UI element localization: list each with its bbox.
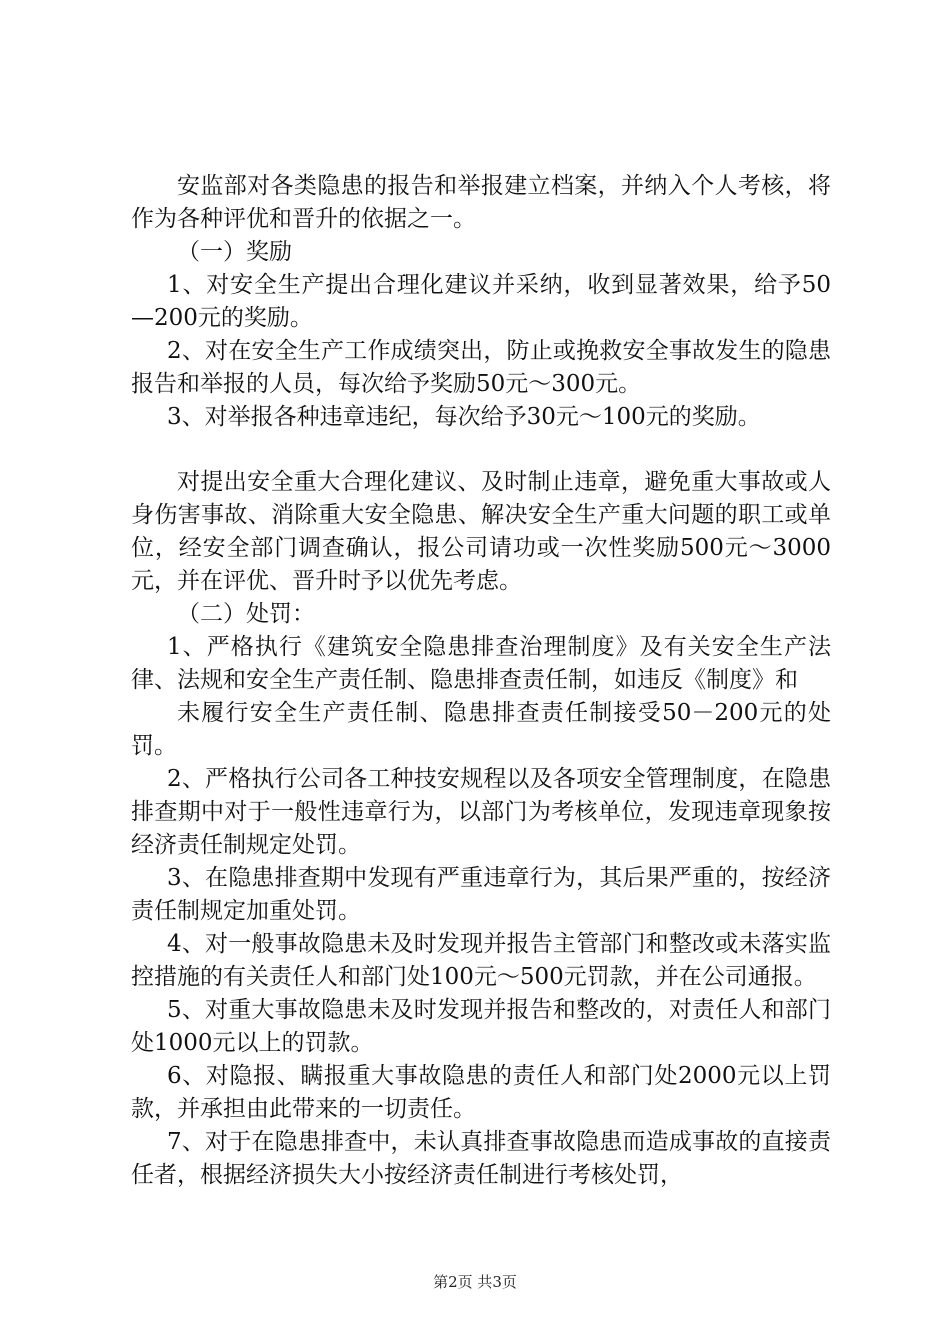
reward-item-3: 3、对举报各种违章违纪，每次给予30元～100元的奖励。 [167,404,761,430]
paragraph-archive: 安监部对各类隐患的报告和举报建立档案，并纳入个人考核，将作为各种评优和晋升的依据之一。 [131,173,831,232]
penalty-item-4: 4、对一般事故隐患未及时发现并报告主管部门和整改或未落实监控措施的有关责任人和部门处100元～500元罚款，并在公司通报。 [131,931,831,990]
paragraph-gap [131,434,831,466]
page-number-footer: 第2页 共3页 [433,1273,517,1291]
penalty-item-6: 6、对隐报、瞒报重大事故隐患的责任人和部门处2000元以上罚款，并承担由此带来的一切责任。 [131,1063,831,1122]
paragraph-major-reward: 对提出安全重大合理化建议、及时制止违章，避免重大事故或人身伤害事故、消除重大安全隐患、解决安全生产重大问题的职工或单位，经安全部门调查确认，报公司请功或一次性奖励500元～3000元，并在评优、晋升时予以优先考虑。 [131,469,831,594]
penalty-item-1: 1、严格执行《建筑安全隐患排查治理制度》及有关安全生产法律、法规和安全生产责任制、隐患排查责任制，如违反《制度》和 [131,634,831,693]
heading-rewards: （一）奖励 [177,239,292,265]
reward-item-1: 1、对安全生产提出合理化建议并采纳，收到显著效果，给予50—200元的奖励。 [131,272,831,331]
penalty-item-2: 2、严格执行公司各工种技安规程以及各项安全管理制度，在隐患排查期中对于一般性违章行为，以部门为考核单位，发现违章现象按经济责任制规定处罚。 [131,766,831,858]
penalty-item-3: 3、在隐患排查期中发现有严重违章行为，其后果严重的，按经济责任制规定加重处罚。 [131,865,831,924]
heading-penalties: （二）处罚： [177,601,315,627]
reward-item-2: 2、对在安全生产工作成绩突出，防止或挽救安全事故发生的隐患报告和举报的人员，每次给予奖励50元～300元。 [131,338,831,397]
penalty-item-7: 7、对于在隐患排查中，未认真排查事故隐患而造成事故的直接责任者，根据经济损失大小按经济责任制进行考核处罚， [131,1129,831,1188]
penalty-item-5: 5、对重大事故隐患未及时发现并报告和整改的，对责任人和部门处1000元以上的罚款。 [131,997,831,1056]
document-body [131,170,831,1192]
penalty-item-1-continued: 未履行安全生产责任制、隐患排查责任制接受50－200元的处罚。 [131,700,831,759]
